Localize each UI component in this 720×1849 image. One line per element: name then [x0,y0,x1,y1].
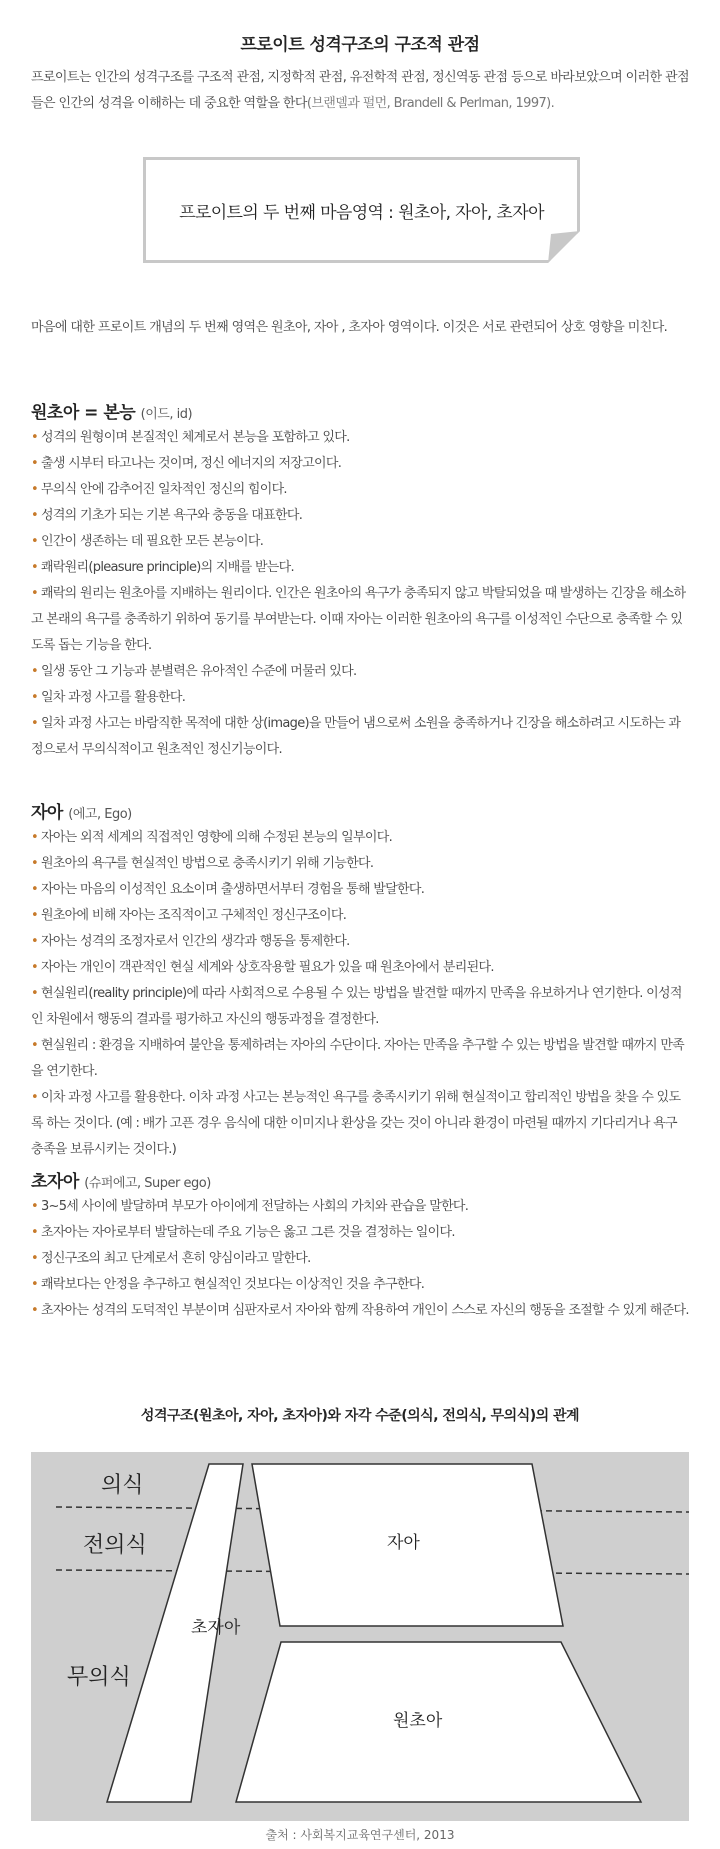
list-item [31,1194,691,1220]
list-item-text: 일차 과정 사고는 바람직한 목적에 대한 상(image)을 만들어 냄으로써 소원을 충족하거나 긴장을 해소하려고 시도하는 과정으로서 무의식적이고 원초적인 정신기능이다. [31,716,681,757]
bullet-icon: • [31,934,38,949]
list-item [31,1033,691,1085]
bullet-icon: • [31,690,38,705]
section-heading-ego-text: 자아 [31,803,63,823]
list-item-text: 3~5세 사이에 발달하며 부모가 아이에게 전달하는 사회의 가치와 관습을 말한다. [40,1199,469,1214]
bullet-icon: • [31,1251,38,1266]
bullet-icon: • [31,1090,38,1105]
list-item-text: 일차 과정 사고를 활용한다. [40,690,186,705]
list-item-text: 자아는 성격의 조정자로서 인간의 생각과 행동을 통제한다. [40,934,350,949]
list-item-text: 원초아에 비해 자아는 조직적이고 구체적인 정신구조이다. [40,908,347,923]
list-item [31,825,691,851]
section-heading-id [31,398,192,423]
section-heading-id-text: 원초아 = 본능 [31,403,136,423]
intro-paragraph [31,65,689,117]
bullet-icon: • [31,586,38,601]
list-item [31,529,691,555]
section-heading-superego-text: 초자아 [31,1172,79,1192]
ego-list [31,825,691,1163]
section-heading-superego-sub: (슈퍼에고, Super ego) [84,1176,211,1191]
list-item [31,1220,691,1246]
topic-box-text: 프로이트의 두 번째 마음영역 : 원초아, 자아, 초자아 [179,203,544,223]
bullet-icon: • [31,430,38,445]
region-label-id: 원초아 [393,1711,443,1730]
list-item [31,711,691,763]
list-item [31,851,691,877]
id-list [31,425,691,763]
list-item [31,581,691,659]
bullet-icon: • [31,856,38,871]
figure-caption: 성격구조(원초아, 자아, 초자아)와 자각 수준(의식, 전의식, 무의식)의 관계 [140,1408,580,1424]
list-item-text: 초자아는 자아로부터 발달하는데 주요 기능은 옳고 그른 것을 결정하는 일이다. [40,1225,455,1240]
list-item-text: 정신구조의 최고 단계로서 흔히 양심이라고 말한다. [40,1251,311,1266]
figure-source: 출처 : 사회복지교육연구센터, 2013 [265,1828,455,1842]
personality-structure-diagram [31,1452,689,1821]
list-item [31,1272,691,1298]
topic-box [143,157,580,263]
bullet-icon: • [31,716,38,731]
intro-text: 프로이트는 인간의 성격구조를 구조적 관점, 지정학적 관점, 유전학적 관점, 정신역동 관점 등으로 바라보았으며 이러한 관점들은 인간의 성격을 이해하는 데 중요한 역할을 한다 [31,70,689,111]
page-fold-icon [548,231,580,263]
bullet-icon: • [31,908,38,923]
bullet-icon: • [31,560,38,575]
list-item [31,503,691,529]
list-item-text: 출생 시부터 타고나는 것이며, 정신 에너지의 저장고이다. [40,456,342,471]
bullet-icon: • [31,1199,38,1214]
list-item-text: 자아는 외적 세계의 직접적인 영향에 의해 수정된 본능의 일부이다. [40,830,393,845]
list-item-text: 무의식 안에 감추어진 일차적인 정신의 힘이다. [40,482,287,497]
section-heading-ego-sub: (에고, Ego) [68,807,132,822]
list-item-text: 성격의 기초가 되는 기본 욕구와 충동을 대표한다. [40,508,303,523]
section-heading-superego [31,1167,211,1192]
list-item [31,1298,691,1324]
list-item [31,425,691,451]
level-label-preconscious: 전의식 [83,1532,147,1557]
bullet-icon: • [31,960,38,975]
list-item-text: 현실원리 : 환경을 지배하여 불안을 통제하려는 자아의 수단이다. 자아는 만족을 추구할 수 있는 방법을 발견할 때까지 만족을 연기한다. [31,1038,685,1079]
list-item [31,1246,691,1272]
bullet-icon: • [31,534,38,549]
bullet-icon: • [31,1038,38,1053]
list-item-text: 쾌락의 원리는 원초아를 지배하는 원리이다. 인간은 원초아의 욕구가 충족되지 않고 박탈되었을 때 발생하는 긴장을 해소하고 본래의 욕구를 충족하기 위하여 동기를 부여받는다. 이때 자아는 이러한 원초아의 욕구를 이성적인 수단으로 충족할 수 있도록 돕는 기능을 한다. [31,586,686,653]
list-item [31,877,691,903]
list-item [31,659,691,685]
list-item [31,955,691,981]
list-item [31,555,691,581]
intro-citation: (브랜델과 펄먼, Brandell & Perlman, 1997). [306,96,555,111]
list-item [31,685,691,711]
list-item-text: 성격의 원형이며 본질적인 체계로서 본능을 포함하고 있다. [40,430,350,445]
list-item [31,477,691,503]
list-item-text: 쾌락보다는 안정을 추구하고 현실적인 것보다는 이상적인 것을 추구한다. [40,1277,425,1292]
bullet-icon: • [31,1225,38,1240]
page-title: 프로이트 성격구조의 구조적 관점 [240,35,480,55]
list-item [31,929,691,955]
list-item-text: 현실원리(reality principle)에 따라 사회적으로 수용될 수 있는 방법을 발견할 때까지 만족을 유보하거나 연기한다. 이성적인 차원에서 행동의 결과를 평가하고 자신의 행동과정을 결정한다. [31,986,682,1027]
list-item [31,1085,691,1163]
bullet-icon: • [31,1277,38,1292]
bullet-icon: • [31,830,38,845]
region-label-ego: 자아 [387,1533,420,1552]
level-label-unconscious: 무의식 [67,1664,131,1689]
list-item [31,903,691,929]
bullet-icon: • [31,482,38,497]
bullet-icon: • [31,456,38,471]
list-item-text: 원초아의 욕구를 현실적인 방법으로 충족시키기 위해 기능한다. [40,856,374,871]
list-item-text: 쾌락원리(pleasure principle)의 지배를 받는다. [40,560,294,575]
list-item [31,981,691,1033]
list-item-text: 자아는 마음의 이성적인 요소이며 출생하면서부터 경험을 통해 발달한다. [40,882,425,897]
list-item [31,451,691,477]
bullet-icon: • [31,986,38,1001]
list-item-text: 인간이 생존하는 데 필요한 모든 본능이다. [40,534,264,549]
region-label-superego: 초자아 [191,1618,241,1637]
list-item-text: 초자아는 성격의 도덕적인 부분이며 심판자로서 자아와 함께 작용하여 개인이 스스로 자신의 행동을 조절할 수 있게 해준다. [40,1303,689,1318]
intro-mind-paragraph: 마음에 대한 프로이트 개념의 두 번째 영역은 원초아, 자아 , 초자아 영역이다. 이것은 서로 관련되어 상호 영향을 미친다. [31,320,668,335]
level-label-conscious: 의식 [101,1472,144,1497]
superego-list [31,1194,691,1324]
list-item-text: 일생 동안 그 기능과 분별력은 유아적인 수준에 머물러 있다. [40,664,357,679]
bullet-icon: • [31,1303,38,1318]
section-heading-ego [31,798,132,823]
bullet-icon: • [31,508,38,523]
section-heading-id-sub: (이드, id) [140,407,193,422]
list-item-text: 이차 과정 사고를 활용한다. 이차 과정 사고는 본능적인 욕구를 충족시키기 위해 현실적이고 합리적인 방법을 찾을 수 있도록 하는 것이다. (예 : 배가 고픈 경우 음식에 대한 이미지나 환상을 갖는 것이 아니라 환경이 마련될 때까지 기다리거나 욕구 충족을 보류시키는 것이다.) [31,1090,681,1157]
bullet-icon: • [31,882,38,897]
bullet-icon: • [31,664,38,679]
list-item-text: 자아는 개인이 객관적인 현실 세계와 상호작용할 필요가 있을 때 원초아에서 분리된다. [40,960,494,975]
